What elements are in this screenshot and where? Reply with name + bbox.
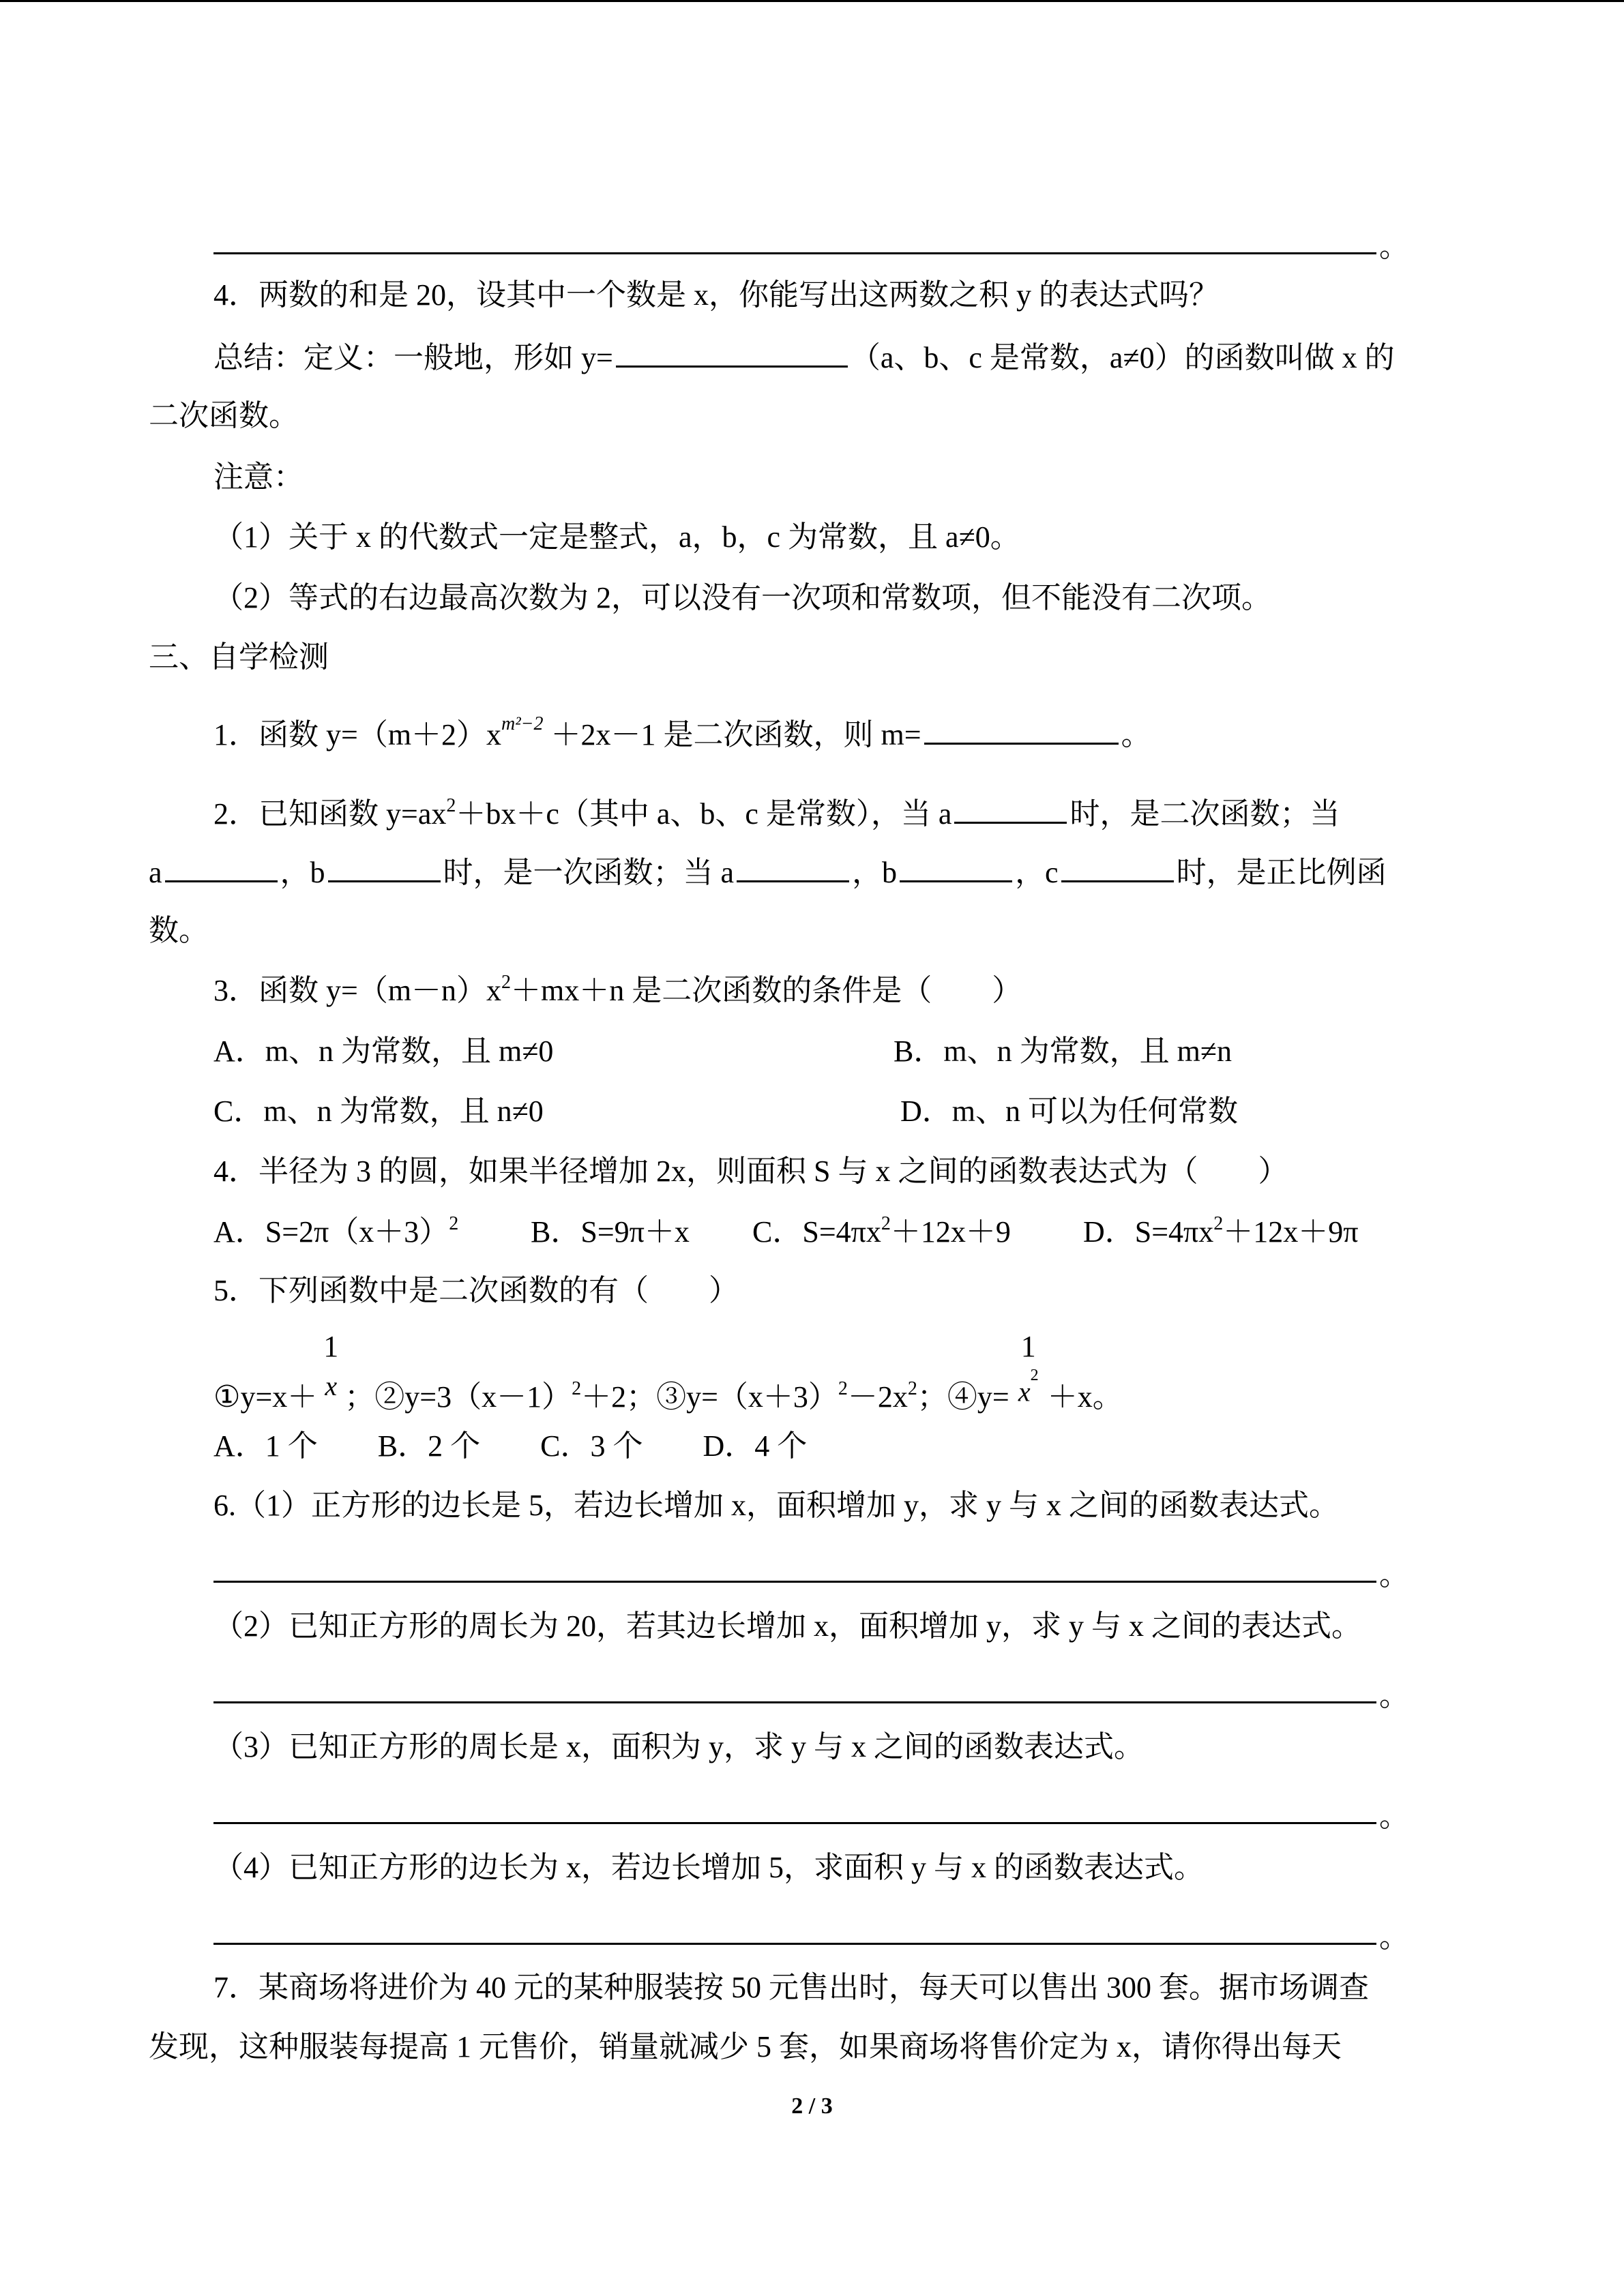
p5-text: －2x (847, 1380, 908, 1414)
p5-text: ①y=x＋ (213, 1380, 318, 1414)
p2-text: 时，是二次函数；当 (1069, 797, 1340, 831)
section-3-heading: 三、自学检测 (149, 640, 329, 674)
p4-text: C．S=4πx (752, 1215, 881, 1249)
note-title: 注意： (213, 460, 304, 494)
problem-7-line-2: 发现，这种服装每提高 1 元售价，销量就减少 5 套，如果商场将售价定为 x，请你得出每天 (149, 2030, 1342, 2063)
denominator: x (325, 1371, 338, 1401)
superscript: 2 (881, 1213, 891, 1234)
problem-1 (213, 713, 1151, 754)
answer-line-6-4 (213, 1943, 1376, 1945)
problem-2-line-2 (149, 850, 1387, 891)
blank (900, 850, 1012, 882)
fraction-1-over-x-squared (1009, 1330, 1048, 1407)
problem-5-options: A．1 个 B．2 个 C．3 个 D．4 个 (213, 1429, 808, 1463)
superscript: 2 (501, 972, 512, 993)
p2-text: ，b (852, 856, 898, 889)
p5-text: ＋x。 (1047, 1380, 1123, 1414)
exponent: m²−2 (501, 713, 544, 734)
blank-definition (616, 336, 848, 368)
p2-text: ＋bx＋c（其中 a、b、c 是常数），当 a (456, 797, 952, 831)
denominator-base: x (1018, 1376, 1031, 1407)
superscript: 2 (446, 795, 456, 816)
problem-2-line-1 (213, 792, 1340, 833)
p5-text: ＋2；③y=（x＋3） (581, 1380, 838, 1414)
page-top-border (0, 0, 1624, 2)
problem-6-part-2: （2）已知正方形的周长为 20，若其边长增加 x，面积增加 y，求 y 与 x 之间的表达式。 (213, 1609, 1361, 1643)
p4-text: ＋12x＋9 (890, 1215, 1011, 1249)
problem-3-stem (213, 970, 1022, 1011)
blank (737, 850, 849, 882)
p2-text: 时，是正比例函 (1176, 856, 1387, 889)
p2-text: 时，是一次函数；当 a (443, 856, 735, 889)
problem-4-option-d (1083, 1212, 1359, 1253)
p5-text: ；②y=3（x－1） (344, 1380, 572, 1414)
superscript: 2 (1030, 1367, 1039, 1384)
problem-6-part-1: 6.（1）正方形的边长是 5，若边长增加 x，面积增加 y，求 y 与 x 之间的函数表达式。 (213, 1489, 1339, 1522)
problem-1-period: 。 (1121, 718, 1151, 751)
problem-1-text-b: ＋2x－1 是二次函数，则 m= (550, 718, 921, 751)
superscript: 2 (572, 1378, 582, 1399)
summary-text-a: 总结：定义：一般地，形如 y= (213, 341, 613, 374)
period: 。 (1379, 1679, 1409, 1712)
numerator: 1 (1020, 1330, 1036, 1363)
problem-4-stem: 4．半径为 3 的圆，如果半径增加 2x，则面积 S 与 x 之间的函数表达式为（ ） (213, 1154, 1288, 1188)
problem-3-option-d: D．m、n 可以为任何常数 (900, 1094, 1238, 1128)
p4-text: D．S=4πx (1083, 1215, 1214, 1249)
answer-line-6-1 (213, 1581, 1376, 1583)
fraction-1-over-x (317, 1330, 344, 1407)
note-1: （1）关于 x 的代数式一定是整式，a，b，c 为常数，且 a≠0。 (213, 520, 1020, 554)
page-number: 2 / 3 (791, 2093, 833, 2119)
problem-6-part-4: （4）已知正方形的边长为 x，若边长增加 5，求面积 y 与 x 的函数表达式。 (213, 1851, 1204, 1884)
p2-text: a (149, 856, 162, 889)
superscript: 2 (449, 1213, 459, 1234)
denominator (1009, 1366, 1048, 1412)
period: 。 (1379, 1920, 1409, 1954)
summary-line-2: 二次函数。 (149, 399, 299, 432)
problem-5-functions (213, 1330, 1123, 1414)
problem-6-part-3: （3）已知正方形的周长是 x，面积为 y，求 y 与 x 之间的函数表达式。 (213, 1730, 1144, 1763)
problem-3-option-a: A．m、n 为常数，且 m≠0 (213, 1034, 554, 1068)
summary-text-b: （a、b、c 是常数，a≠0）的函数叫做 x 的 (850, 341, 1395, 374)
problem-4-option-a (213, 1212, 458, 1253)
problem-2-line-3: 数。 (149, 914, 209, 947)
problem-4-option-b: B．S=9π＋x (531, 1215, 690, 1249)
p4-text: ＋12x＋9π (1223, 1215, 1359, 1249)
problem-3-option-c: C．m、n 为常数，且 n≠0 (213, 1094, 544, 1128)
problem-1-text-a: 1．函数 y=（m＋2）x (213, 718, 502, 751)
note-2: （2）等式的右边最高次数为 2，可以没有一次项和常数项，但不能没有二次项。 (213, 581, 1271, 614)
p3-text: ＋mx＋n 是二次函数的条件是（ ） (511, 974, 1022, 1007)
numerator: 1 (323, 1330, 339, 1363)
problem-3-option-b: B．m、n 为常数，且 m≠n (894, 1034, 1232, 1068)
answer-line-6-2 (213, 1701, 1376, 1703)
blank (954, 792, 1067, 824)
blank-m (924, 713, 1119, 745)
p5-text: ；④y= (917, 1380, 1009, 1414)
p2-text: ，b (280, 856, 325, 889)
summary-line-1 (213, 336, 1395, 376)
superscript: 2 (1213, 1213, 1224, 1234)
p4-text: A．S=2π（x＋3） (213, 1215, 449, 1249)
superscript: 2 (907, 1378, 917, 1399)
period: 。 (1379, 230, 1409, 263)
problem-5-stem: 5．下列函数中是二次函数的有（ ） (213, 1274, 739, 1307)
period: 。 (1379, 1558, 1409, 1592)
superscript: 2 (838, 1378, 848, 1399)
blank (328, 850, 441, 882)
answer-line-top (213, 252, 1376, 254)
p2-text: ，c (1015, 856, 1059, 889)
problem-4-option-c (752, 1212, 1011, 1253)
p2-text: 2．已知函数 y=ax (213, 797, 447, 831)
period: 。 (1379, 1800, 1409, 1833)
blank (165, 850, 278, 882)
question-4-pre: 4．两数的和是 20，设其中一个数是 x，你能写出这两数之积 y 的表达式吗？ (213, 278, 1219, 312)
answer-line-6-3 (213, 1822, 1376, 1824)
blank (1061, 850, 1174, 882)
p3-text: 3．函数 y=（m－n）x (213, 974, 502, 1007)
problem-7-line-1: 7．某商场将进价为 40 元的某种服装按 50 元售出时，每天可以售出 300 套。据市场调查 (213, 1971, 1369, 2004)
